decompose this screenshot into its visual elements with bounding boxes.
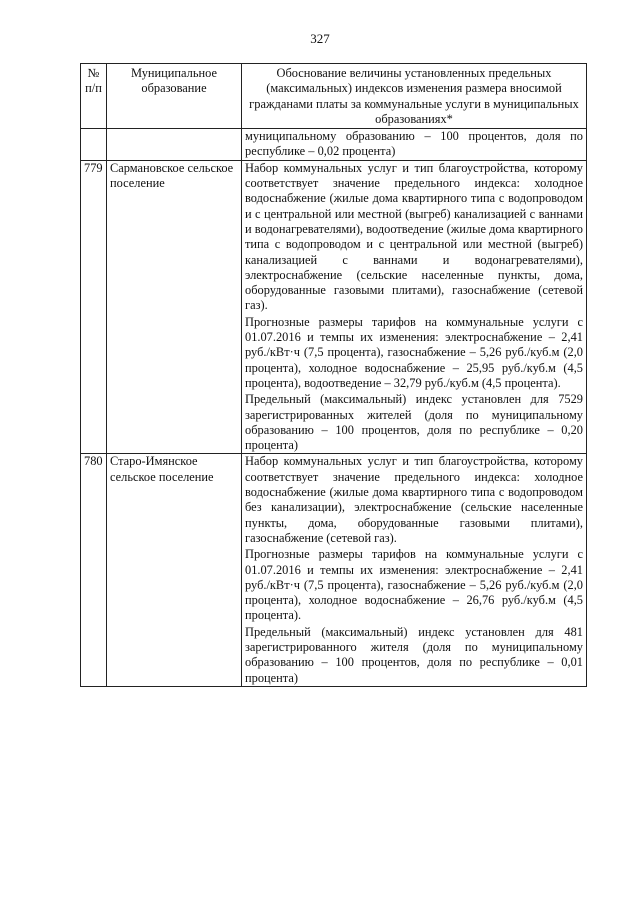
continuation-text: муниципальному образованию – 100 процентов, доля по республике – 0,02 процента): [242, 129, 587, 161]
indices-table: [80, 63, 587, 687]
justification-paragraph: Набор коммунальных услуг и тип благоустройства, которому соответствует значение предельного индекса: холодное водоснабжение (жилые дома квартирного типа с водопроводом без канализации), электроснабжение (сельские населенные пункты, дома, оборудованные газовыми плитами), газоснабжение (сетевой газ).: [245, 454, 583, 545]
header-num: № п/п: [81, 64, 107, 129]
header-municipality: Муниципальное образование: [107, 64, 242, 129]
table-header-row: [81, 64, 587, 129]
justification-paragraph: Предельный (максимальный) индекс установлен для 7529 зарегистрированных жителей (доля по муниципальному образованию – 100 процентов, доля по республике – 0,20 процента): [245, 392, 583, 453]
justification-paragraph: Прогнозные размеры тарифов на коммунальные услуги с 01.07.2016 и темпы их изменения: электроснабжение – 2,41 руб./кВт·ч (7,5 процента), газоснабжение – 5,26 руб./куб.м (2,0 процента), холодное водоснабжение – 25,95 руб./куб.м (4,5 процента), водоотведение – 32,79 руб./куб.м (4,5 процента).: [245, 314, 583, 390]
row-justification: [242, 454, 587, 686]
page-number: 327: [310, 31, 330, 46]
row-num: 780: [81, 454, 107, 686]
continuation-row: [81, 129, 587, 161]
table-row: [81, 160, 587, 454]
row-municipality: Сармановское сельское поселение: [107, 160, 242, 454]
row-justification: [242, 160, 587, 454]
header-justification: Обоснование величины установленных предельных (максимальных) индексов изменения размера вносимой гражданами платы за коммунальные услуги в муниципальных образованиях*: [242, 64, 587, 129]
justification-paragraph: Набор коммунальных услуг и тип благоустройства, которому соответствует значение предельного индекса: холодное водоснабжение (жилые дома квартирного типа с водопроводом и с центральной или местной (выгреб) канализацией с ваннами и водонагревателями), водоотведение (жилые дома квартирного типа с водопроводом и с центральной или местной (выгреб) канализацией с ваннами и водонагревателями), электроснабжение (сельские населенные пункты, дома, оборудованные газовыми плитами), газоснабжение (сетевой газ).: [245, 160, 583, 313]
row-municipality: Старо-Имянское сельское поселение: [107, 454, 242, 686]
continuation-municipality-cell: [107, 129, 242, 161]
justification-paragraph: Прогнозные размеры тарифов на коммунальные услуги с 01.07.2016 и темпы их изменения: электроснабжение – 2,41 руб./кВт·ч (7,5 процента), газоснабжение – 5,26 руб./куб.м (2,0 процента), холодное водоснабжение – 26,76 руб./куб.м (4,5 процента).: [245, 547, 583, 623]
table-row: [81, 454, 587, 686]
row-num: 779: [81, 160, 107, 454]
justification-paragraph: Предельный (максимальный) индекс установлен для 481 зарегистрированного жителя (доля по муниципальному образованию – 100 процентов, доля по республике – 0,01 процента): [245, 624, 583, 685]
continuation-num-cell: [81, 129, 107, 161]
